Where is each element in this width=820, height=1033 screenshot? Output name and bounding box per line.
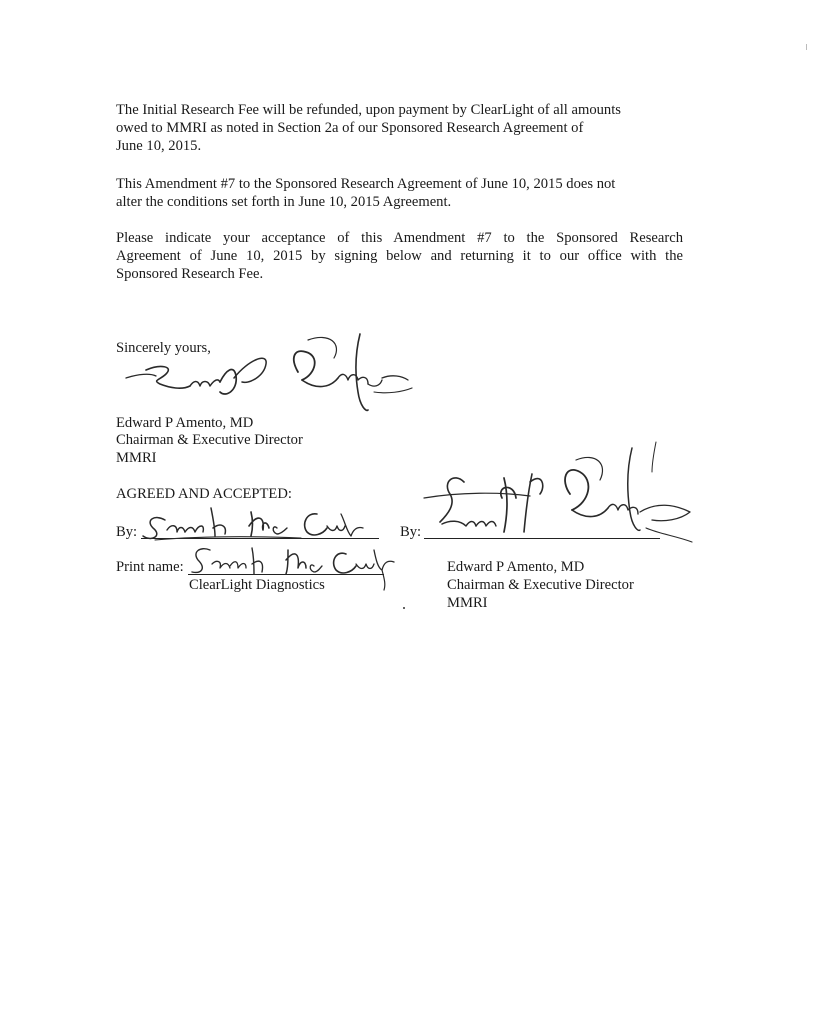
left-print-name-label: Print name: bbox=[116, 559, 184, 575]
right-signature bbox=[420, 442, 700, 552]
amendment-line-1: This Amendment #7 to the Sponsored Research Agreement of June 10, 2015 does not bbox=[116, 176, 616, 192]
left-signature bbox=[141, 498, 371, 542]
refund-line-1: The Initial Research Fee will be refunded, upon payment by ClearLight of all amounts bbox=[116, 102, 621, 118]
closing-signature bbox=[116, 330, 416, 420]
stray-dot bbox=[403, 607, 405, 609]
closing-signatory-title: Chairman & Executive Director bbox=[116, 432, 303, 448]
right-signatory-org: MMRI bbox=[447, 595, 488, 611]
amendment-paragraph bbox=[116, 175, 615, 211]
acceptance-paragraph bbox=[116, 229, 683, 283]
left-by-label: By: bbox=[116, 524, 138, 540]
salutation: Sincerely yours, bbox=[116, 340, 211, 356]
acceptance-line-1: Please indicate your acceptance of this Amendment #7 to the Sponsored Research bbox=[116, 230, 683, 246]
right-signatory-name: Edward P Amento, MD bbox=[447, 559, 585, 575]
acceptance-line-3: Sponsored Research Fee. bbox=[116, 266, 264, 282]
refund-line-3: June 10, 2015. bbox=[116, 138, 202, 154]
refund-line-2: owed to MMRI as noted in Section 2a of our Sponsored Research Agreement of bbox=[116, 120, 584, 136]
closing-signatory-org: MMRI bbox=[116, 450, 157, 466]
closing-signatory-name: Edward P Amento, MD bbox=[116, 415, 254, 431]
right-by-label: By: bbox=[400, 524, 422, 540]
agreed-accepted-heading: AGREED AND ACCEPTED: bbox=[116, 486, 292, 502]
acceptance-line-2: Agreement of June 10, 2015 by signing below and returning it to our office with the bbox=[116, 248, 683, 264]
left-company: ClearLight Diagnostics bbox=[189, 577, 325, 593]
scan-edge-mark bbox=[806, 44, 807, 50]
amendment-line-2: alter the conditions set forth in June 10, 2015 Agreement. bbox=[116, 194, 452, 210]
right-signatory-title: Chairman & Executive Director bbox=[447, 577, 634, 593]
refund-paragraph bbox=[116, 101, 621, 155]
